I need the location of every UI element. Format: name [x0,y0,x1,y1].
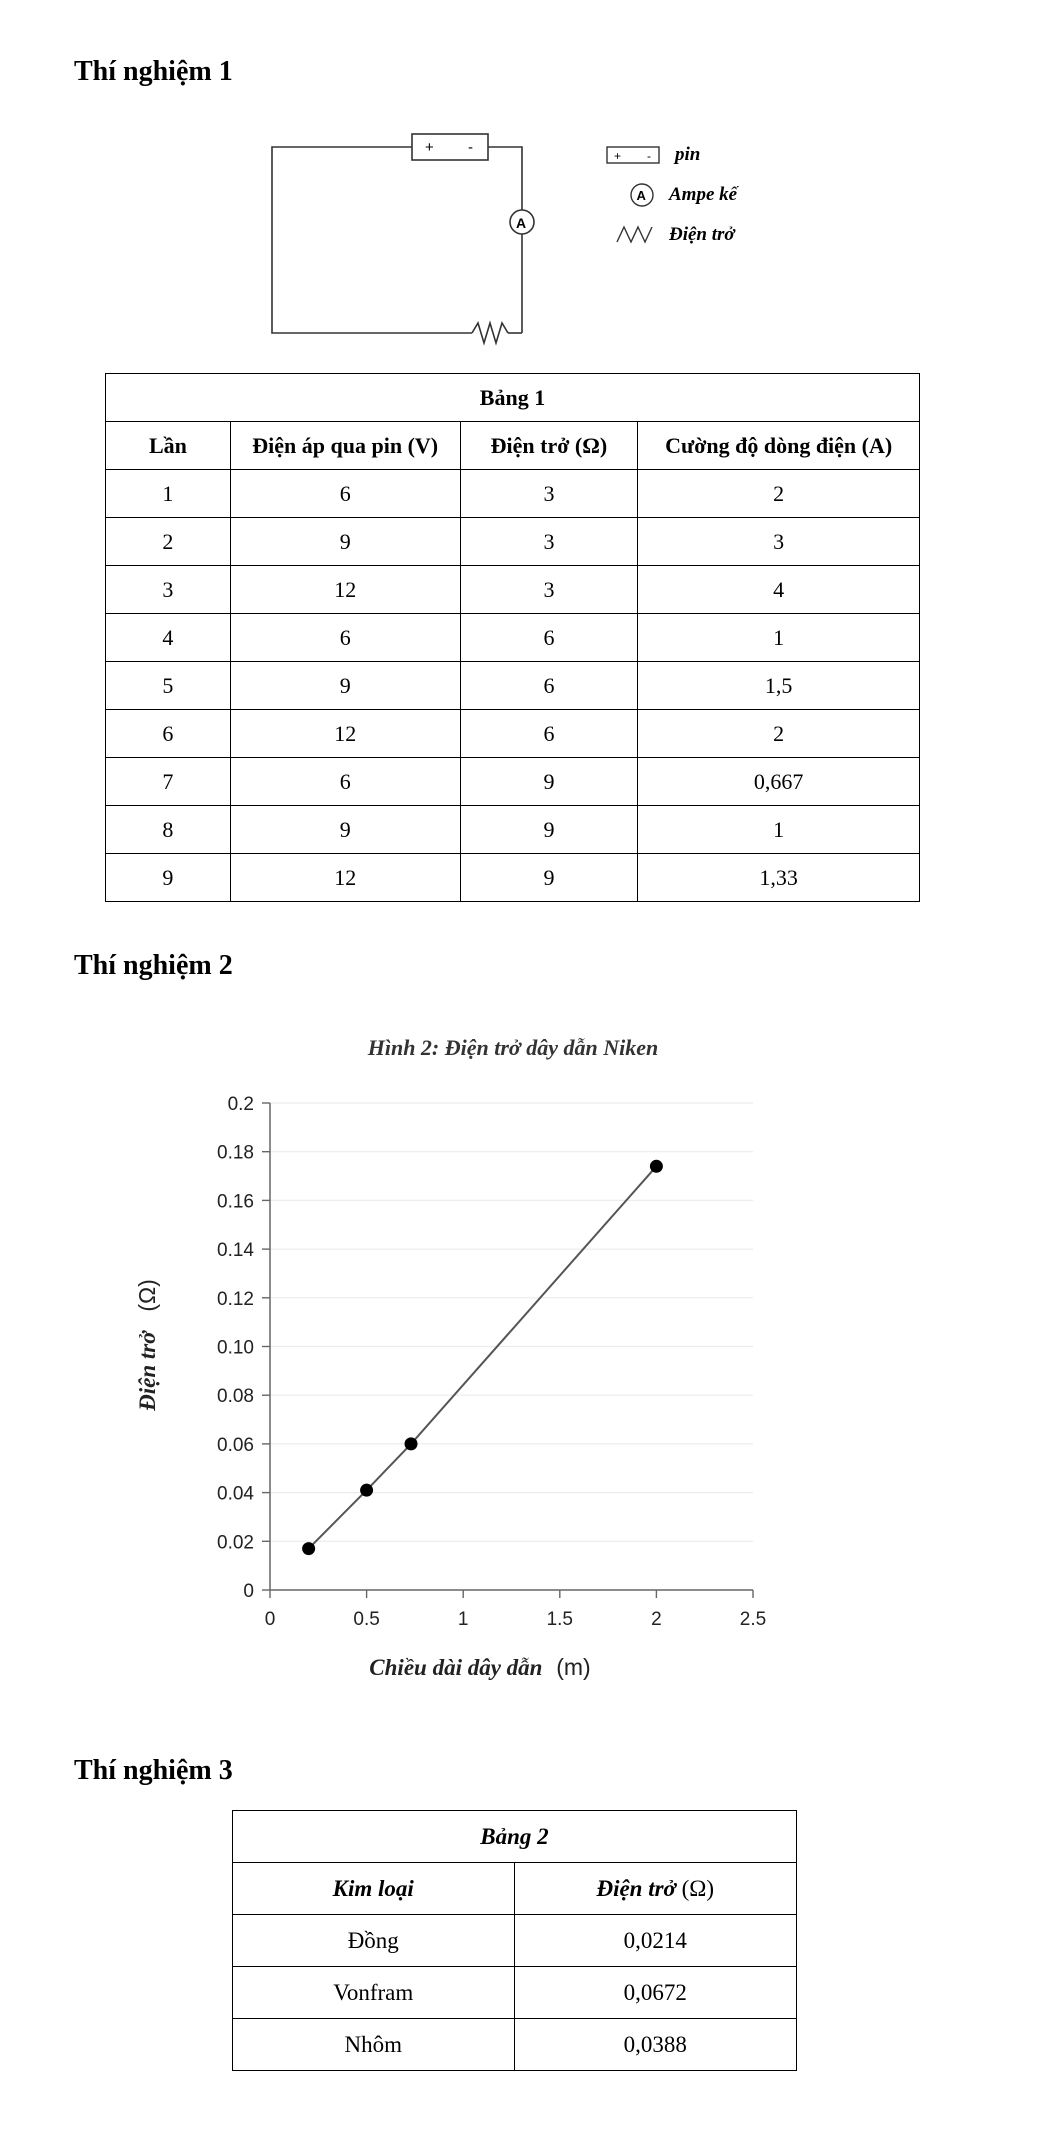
x-tick-label: 1.5 [546,1609,574,1630]
table-cell: 0,0672 [514,1967,796,2019]
table-cell: 5 [106,662,231,710]
table-2-header-resistance [514,1863,796,1915]
table-2-header-metal: Kim loại [233,1863,515,1915]
ammeter-icon [629,182,655,208]
table-cell: 9 [106,854,231,902]
legend-item-ammeter [629,180,737,210]
ammeter-label: A [516,215,527,231]
resistor-icon [472,323,508,343]
table-cell: 3 [638,518,920,566]
x-tick-label: 2.5 [739,1609,767,1630]
y-tick-label: 0.14 [217,1240,254,1262]
table-cell: 1 [638,806,920,854]
circuit-wire-left [272,147,472,333]
table-cell: 4 [106,614,231,662]
table-cell: 4 [638,566,920,614]
table-cell: 2 [638,470,920,518]
chart-y-label-text: Điện trở [135,1331,160,1411]
table-row [106,470,920,518]
data-point [405,1437,418,1450]
table-row [106,854,920,902]
table-cell: 0,667 [638,758,920,806]
x-tick-label: 2 [651,1609,662,1630]
legend-label-resistor: Điện trở [669,224,735,245]
table-cell: 2 [106,518,231,566]
table-cell: 9 [460,854,638,902]
circuit-diagram [260,120,540,350]
table-cell: 9 [460,806,638,854]
table-2-caption: Bảng 2 [233,1811,797,1863]
table-1-header-3: Cường độ dòng điện (A) [638,422,920,470]
battery-icon [412,134,488,160]
legend-item-resistor [615,220,735,250]
experiment-3-heading: Thí nghiệm 3 [74,1755,233,1786]
table-2-header-unit: (Ω) [681,1875,715,1901]
table-row [233,2019,797,2071]
table-cell: 3 [460,566,638,614]
svg-text:-: - [647,149,651,163]
table-row [233,1915,797,1967]
table-cell: 3 [106,566,231,614]
svg-text:A: A [636,188,646,203]
y-tick-label: 0 [243,1581,254,1602]
table-cell: 3 [460,470,638,518]
data-point [650,1160,663,1173]
chart-series [302,1160,663,1555]
table-row [106,614,920,662]
legend-label-battery: pin [675,144,701,165]
table-cell: 6 [230,614,460,662]
y-tick-label: 0.06 [217,1434,254,1456]
battery-minus-label: - [468,139,473,156]
y-tick-label: 0.16 [217,1191,254,1213]
table-row [106,662,920,710]
table-cell: Nhôm [233,2019,515,2071]
table-1-header-1: Điện áp qua pin (V) [230,422,460,470]
table-cell: 9 [230,806,460,854]
table-row [106,758,920,806]
table-cell: 1 [106,470,231,518]
table-1-header-0: Lần [106,422,231,470]
chart-y-unit: (Ω) [134,1279,160,1312]
table-cell: 9 [460,758,638,806]
chart-x-label-text: Chiều dài dây dẫn [369,1655,543,1680]
table-cell: 6 [460,614,638,662]
chart-y-label [134,1279,160,1412]
table-cell: 3 [460,518,638,566]
table-cell: 0,0388 [514,2019,796,2071]
table-1-caption: Bảng 1 [106,374,920,422]
table-row [106,806,920,854]
svg-text:+: + [614,149,622,163]
y-tick-label: 0.10 [217,1337,254,1359]
table-cell: 6 [460,710,638,758]
table-cell: 8 [106,806,231,854]
legend-item-battery [605,140,700,170]
table-2-header-row [233,1863,797,1915]
chart-x-label [369,1654,590,1680]
y-tick-label: 0.12 [217,1288,254,1310]
chart-title: Hình 2: Điện trở dây dẫn Niken [367,1035,659,1060]
table-row [106,710,920,758]
y-tick-label: 0.02 [217,1532,254,1554]
table-cell: 1,5 [638,662,920,710]
y-tick-label: 0.04 [217,1483,254,1505]
table-row [106,518,920,566]
table-1-caption-row [106,374,920,422]
table-cell: 6 [460,662,638,710]
table-cell: Đồng [233,1915,515,1967]
table-cell: 7 [106,758,231,806]
chart-x-ticks [265,1590,767,1630]
battery-icon [605,143,661,167]
data-point [302,1542,315,1555]
y-tick-label: 0.18 [217,1142,254,1164]
table-cell: 9 [230,662,460,710]
x-tick-label: 0 [264,1609,276,1630]
table-cell: 6 [106,710,231,758]
x-tick-label: 0.5 [353,1609,380,1630]
table-cell: 6 [230,470,460,518]
data-point [360,1484,373,1497]
battery-plus-label: + [425,139,434,156]
table-row [106,566,920,614]
circuit-wire-right [488,147,522,210]
legend-label-ammeter: Ampe kế [669,184,738,205]
table-cell: 9 [230,518,460,566]
table-2-header-resistance-label: Điện trở [596,1875,676,1901]
table-cell: 2 [638,710,920,758]
x-tick-label: 1 [457,1609,469,1630]
table-cell: 12 [230,854,460,902]
table-2-caption-row [233,1811,797,1863]
chart-x-unit: (m) [556,1654,591,1680]
table-cell: 12 [230,710,460,758]
resistor-icon [615,222,655,248]
chart-gridlines [270,1103,753,1541]
table-cell: 0,0214 [514,1915,796,1967]
circuit-legend [605,140,805,260]
table-cell: Vonfram [233,1967,515,2019]
experiment-1-heading: Thí nghiệm 1 [74,56,233,87]
table-cell: 12 [230,566,460,614]
table-1-header-2: Điện trở (Ω) [460,422,638,470]
experiment-2-heading: Thí nghiệm 2 [74,950,233,981]
chart-y-ticks [217,1094,270,1602]
table-cell: 1 [638,614,920,662]
table-1-header-row [106,422,920,470]
nickel-resistance-chart [0,1010,1039,1710]
y-tick-label: 0.2 [227,1094,254,1115]
table-row [233,1967,797,2019]
table-1 [105,373,920,902]
table-cell: 1,33 [638,854,920,902]
table-cell: 6 [230,758,460,806]
y-tick-label: 0.08 [217,1386,254,1408]
table-2 [232,1810,797,2071]
